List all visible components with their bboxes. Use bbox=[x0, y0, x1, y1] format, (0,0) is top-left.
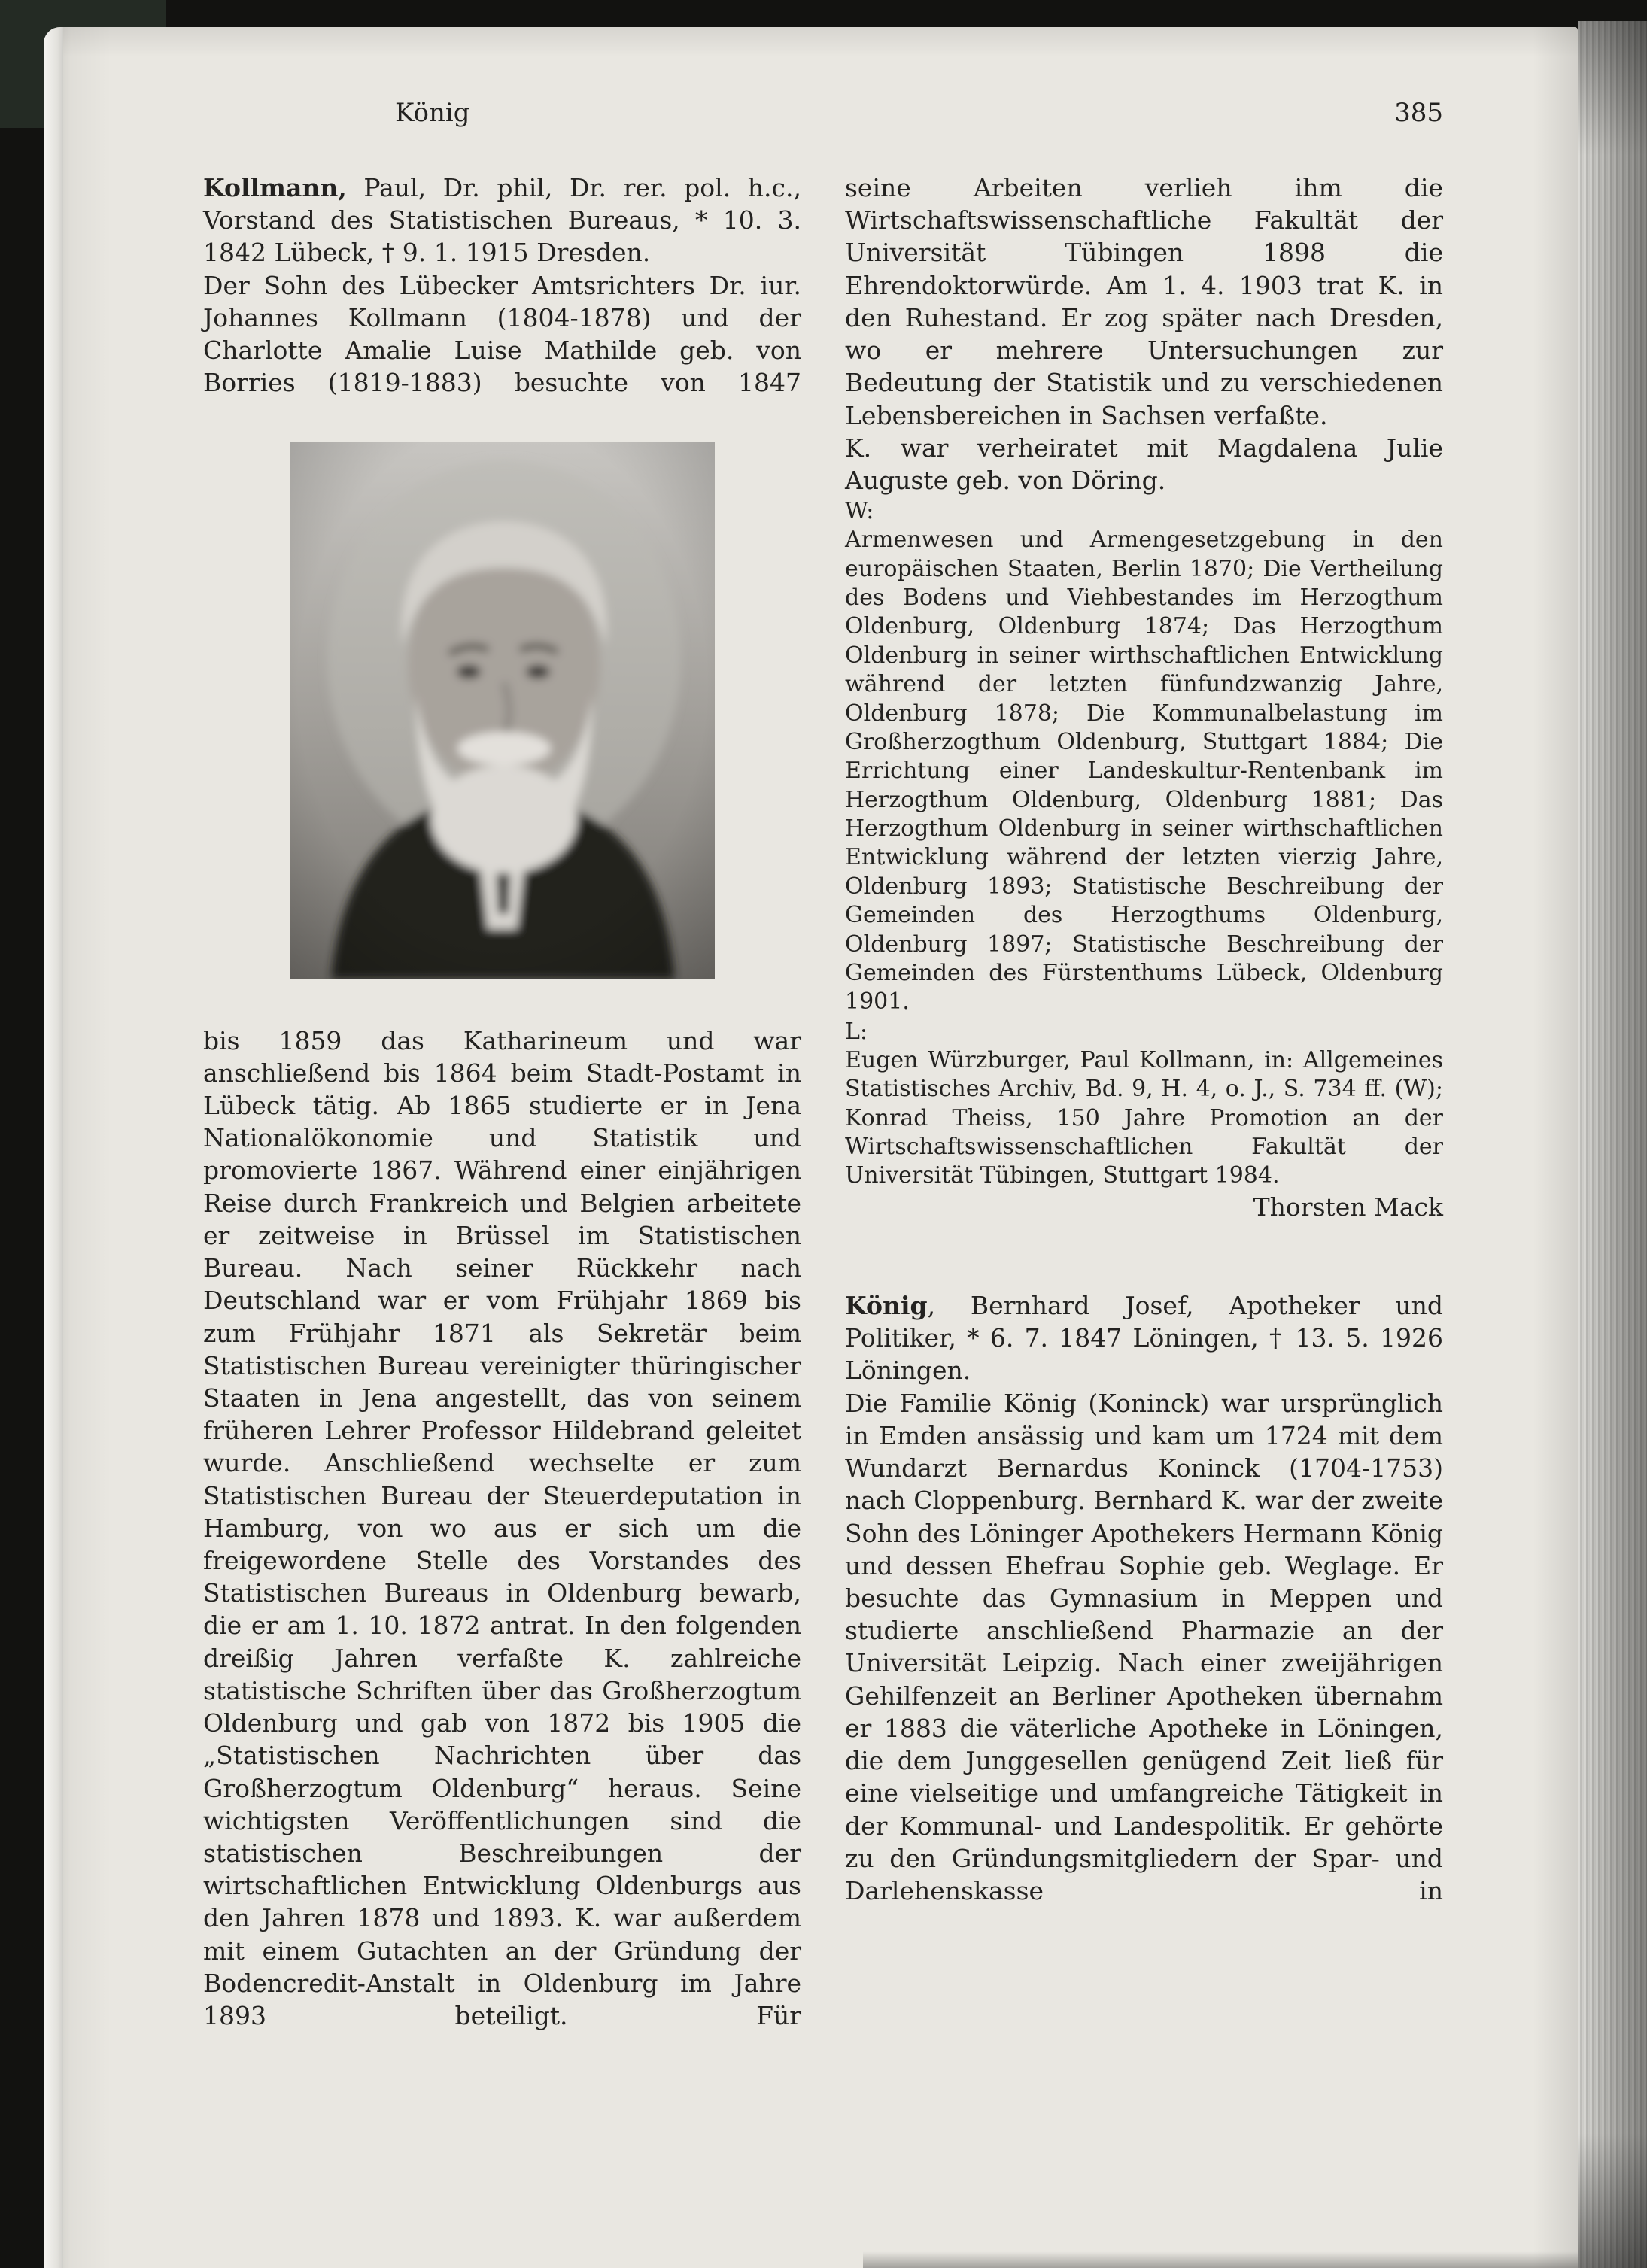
entry-kollmann-head-rest: Paul, Dr. phil, Dr. rer. pol. h.c., Vorstand des Statistischen Bureaus, * 10. 3. 1842 Lübeck, † 9. 1. 1915 Dresden. bbox=[203, 173, 801, 268]
entry-kollmann-continued bbox=[845, 172, 1443, 1223]
left-column bbox=[203, 172, 801, 2032]
entry-kollmann bbox=[203, 172, 801, 2032]
running-head: König bbox=[395, 98, 470, 128]
right-column bbox=[845, 172, 1443, 1907]
entry-koenig-head-rest: , Bernhard Josef, Apotheker und Politiker, * 6. 7. 1847 Löningen, † 13. 5. 1926 Löningen. bbox=[845, 1291, 1443, 1386]
page-header bbox=[203, 98, 1443, 141]
portrait-photo-graphic bbox=[290, 442, 715, 979]
two-column-text bbox=[203, 172, 1443, 2032]
entry-kollmann-head bbox=[203, 172, 801, 269]
entry-koenig-name: König bbox=[845, 1291, 928, 1320]
entry-koenig bbox=[845, 1289, 1443, 1907]
page-content bbox=[203, 98, 1443, 2032]
works-text: Armenwesen und Armengesetzgebung in den europäischen Staaten, Berlin 1870; Die Vertheilung des Bodens und Viehbestandes im Herzogthum Oldenburg, Oldenburg 1874; Das Herzogthum Oldenburg in seiner wirthschaftlichen Entwicklung während der letzten fünfundzwanzig Jahre, Oldenburg 1878; Die Kommunalbelastung im Großherzogthum Oldenburg, Stuttgart 1884; Die Errichtung einer Landeskultur-Rentenbank im Herzogthum Oldenburg, Oldenburg 1881; Das Herzogthum Oldenburg in seiner wirthschaftlichen Entwicklung während der letzten vierzig Jahre, Oldenburg 1893; Statistische Beschreibung der Gemeinden des Herzogthums Oldenburg, Oldenburg 1897; Statistische Beschreibung der Gemeinden des Fürstenthums Lübeck, Oldenburg 1901. bbox=[845, 527, 1443, 1016]
author-signature: Thorsten Mack bbox=[1253, 1192, 1443, 1222]
entry-koenig-paragraph: Die Familie König (Koninck) war ursprünglich in Emden ansässig und kam um 1724 mit dem Wundarzt Bernardus Koninck (1704-1753) nach Cloppenburg. Bernhard K. war der zweite Sohn des Löninger Apothekers Hermann König und dessen Ehefrau Sophie geb. Weglage. Er besuchte das Gymnasium in Meppen und studierte anschließend Pharmazie an der Universität Leipzig. Nach einer zweijährigen Gehilfenzeit an Berliner Apotheken übernahm er 1883 die väterliche Apotheke in Löningen, die dem Junggesellen genügend Zeit ließ für eine vielseitige und umfangreiche Tätigkeit in der Kommunal- und Landespolitik. Er gehörte zu den Gründungsmitgliedern der Spar- und Darlehenskasse in bbox=[845, 1388, 1443, 1905]
literature-label: L: bbox=[845, 1018, 868, 1045]
entry-kollmann-paragraph-2: bis 1859 das Katharineum und war anschließend bis 1864 beim Stadt-Postamt in Lübeck tätig. Ab 1865 studierte er in Jena Nationalökonomie und Statistik und promovierte 1867. Während einer einjährigen Reise durch Frankreich und Belgien arbeitete er zeitweise in Brüssel im Statistischen Bureau. Nach seiner Rückkehr nach Deutschland war er vom Frühjahr 1869 bis zum Frühjahr 1871 als Sekretär beim Statistischen Bureau vereinigter thüringischer Staaten in Jena angestellt, das von seinem früheren Lehrer Professor Hildebrand geleitet wurde. Anschließend wechselte er zum Statistischen Bureau der Steuerdeputation in Hamburg, von wo aus er sich um die freigewordene Stelle des Vorstandes des Statistischen Bureaus in Oldenburg bewarb, die er am 1. 10. 1872 antrat. In den folgenden dreißig Jahren verfaßte K. zahlreiche statistische Schriften über das Großherzogtum Oldenburg und gab von 1872 bis 1905 die „Statistischen Nachrichten über das Großherzogtum Oldenburg“ heraus. Seine wichtigsten Veröffentlichungen sind die statistischen Beschreibungen der wirtschaftlichen Entwicklung Oldenburgs aus den Jahren 1878 und 1893. K. war außerdem mit einem Gutachten an der Gründung der Bodencredit-Anstalt in Oldenburg im Jahre 1893 beteiligt. Für bbox=[203, 1025, 801, 2031]
entry-kollmann-marriage: K. war verheiratet mit Magdalena Julie Auguste geb. von Döring. bbox=[845, 433, 1443, 495]
literature-text: Eugen Würzburger, Paul Kollmann, in: Allgemeines Statistisches Archiv, Bd. 9, H. 4, o. J., S. 734 ff. (W); Konrad Theiss, 150 Jahre Promotion an der Wirtschaftswissenschaftlichen Fakultät der Universität Tübingen, Stuttgart 1984. bbox=[845, 1046, 1443, 1189]
works-label: W: bbox=[845, 498, 874, 525]
kollmann-portrait-photo bbox=[290, 442, 715, 979]
entry-kollmann-name: Kollmann, bbox=[203, 173, 347, 202]
entry-kollmann-paragraph-1: Der Sohn des Lübecker Amtsrichters Dr. iur. Johannes Kollmann (1804-1878) und der Charlotte Amalie Luise Mathilde geb. von Borries (1819-1883) besuchte von 1847 bbox=[203, 270, 801, 398]
page-number: 385 bbox=[1394, 98, 1443, 128]
entry-kollmann-paragraph-3: seine Arbeiten verlieh ihm die Wirtschaftswissenschaftliche Fakultät der Universität Tübingen 1898 die Ehrendoktorwürde. Am 1. 4. 1903 trat K. in den Ruhestand. Er zog später nach Dresden, wo er mehrere Untersuchungen zur Bedeutung der Statistik und zu verschiedenen Lebensbereichen in Sachsen verfaßte. bbox=[845, 173, 1443, 430]
entry-koenig-head bbox=[845, 1289, 1443, 1387]
page-bottom-shadow bbox=[863, 2251, 1578, 2268]
page-stack-edges bbox=[1578, 21, 1647, 2268]
page-edge-left bbox=[44, 27, 63, 2268]
